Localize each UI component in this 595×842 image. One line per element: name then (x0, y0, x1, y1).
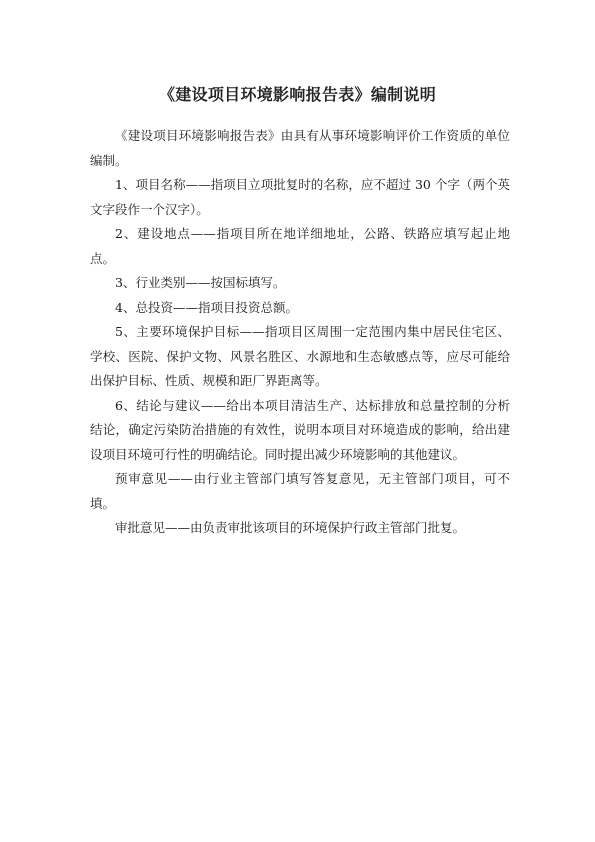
paragraph-industry: 3、行业类别——按国标填写。 (115, 275, 286, 290)
paragraph-investment: 4、总投资——指项目投资总额。 (115, 299, 298, 315)
paragraph-intro: 《建设项目环境影响报告表》由具有从事环境影响评价工作资质的单位编制。 (90, 128, 510, 168)
paragraph-conclusion: 6、结论与建议——给出本项目清洁生产、达标排放和总量控制的分析结论，确定污染防治措施的有效性，说明本项目对环境造成的影响，给出建设项目环境可行性的明确结论。同时提出减少环境影响的其他建议。 (90, 397, 510, 462)
paragraph-location: 2、建设地点——指项目所在地详细地址，公路、铁路应填写起止地点。 (90, 226, 510, 266)
document-body (90, 124, 510, 541)
paragraph-protection-targets: 5、主要环境保护目标——指项目区周围一定范围内集中居民住宅区、学校、医院、保护文物、风景名胜区、水源地和生态敏感点等，应尽可能给出保护目标、性质、规模和距厂界距离等。 (90, 324, 510, 388)
paragraph-project-name: 1、项目名称——指项目立项批复时的名称，应不超过 30 个字（两个英文字段作一个汉字）。 (90, 177, 510, 217)
paragraph-approval: 审批意见——由负责审批该项目的环境保护行政主管部门批复。 (115, 520, 466, 535)
paragraph-pre-review: 预审意见——由行业主管部门填写答复意见，无主管部门项目，可不填。 (90, 471, 510, 511)
document-title: 《建设项目环境影响报告表》编制说明 (158, 85, 437, 104)
